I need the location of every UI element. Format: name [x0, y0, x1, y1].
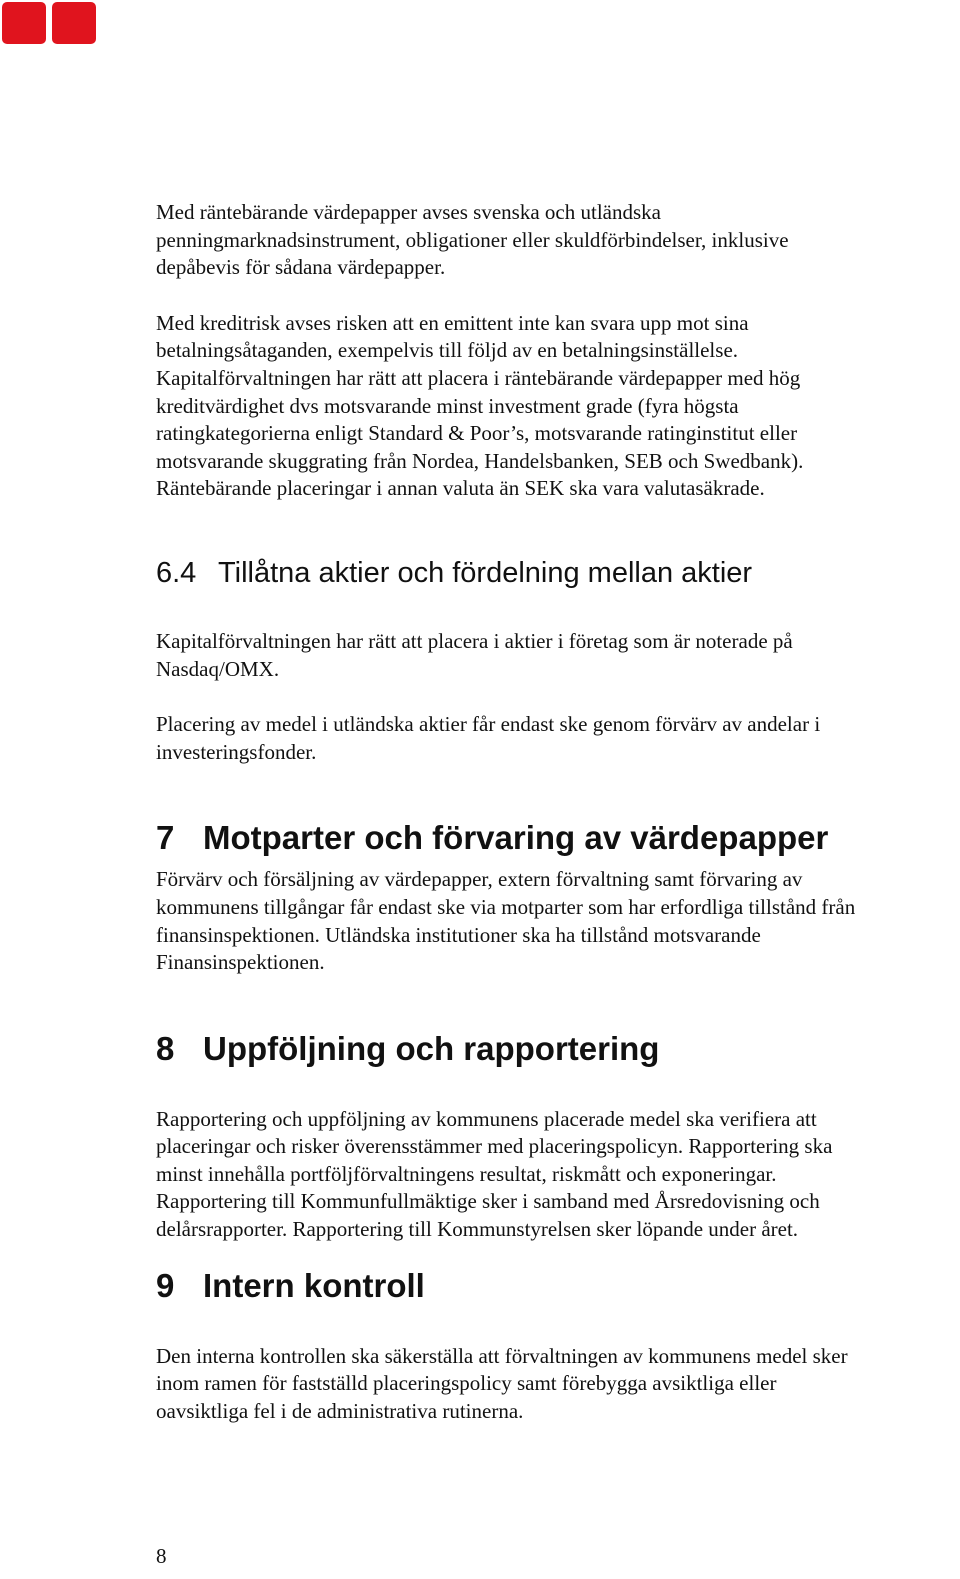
section-heading-7: [156, 819, 956, 857]
paragraph-permitted-shares: Kapitalförvaltningen har rätt att placera i aktier i företag som är noterade på Nasdaq/OMX.: [156, 628, 793, 681]
section-heading-9: [156, 1267, 956, 1305]
section-title: Intern kontroll: [203, 1266, 425, 1304]
logo: [2, 2, 96, 44]
section-number: 8: [156, 1029, 175, 1067]
document-body: [156, 199, 956, 1425]
paragraph-interest-securities: Med räntebärande värdepapper avses svenska och utländska penningmarknadsinstrument, obligationer eller skuldförbindelser, inklusive depåbevis för sådana värdepapper.: [156, 200, 789, 280]
section-heading-6-4: [156, 557, 956, 590]
section-title: Uppföljning och rapportering: [203, 1029, 660, 1067]
paragraph-foreign-shares: Placering av medel i utländska aktier får endast ske genom förvärv av andelar i investeringsfonder.: [156, 712, 821, 764]
paragraph-counterparties: Förvärv och försäljning av värdepapper, extern förvaltning samt förvaring av kommunens tillgångar får endast ske via motparter som har erfordliga tillstånd från finansinspektionen. Utländska institutioner ska ha tillstånd motsvarande Finansinspektionen.: [156, 867, 856, 975]
section-title: Tillåtna aktier och fördelning mellan aktier: [218, 556, 753, 589]
paragraph-reporting: Rapportering och uppföljning av kommunens placerade medel ska verifiera att placeringar och risker överensstämmer med placeringspolicyn. Rapportering ska minst innehålla portföljförvaltningens resultat, riskmått och exponeringar. Rapportering till Kommunfullmäktige sker i samband med Årsredovisning och delårsrapporter. Rapportering till Kommunstyrelsen sker löpande under året.: [156, 1106, 833, 1242]
logo-square-icon: [52, 2, 96, 44]
section-number: 6.4: [156, 556, 197, 589]
paragraph-internal-control: Den interna kontrollen ska säkerställa att förvaltningen av kommunens medel sker inom ramen för fastställd placeringspolicy samt förebygga avsiktliga eller oavsiktliga fel i de administrativa rutinerna.: [156, 1343, 848, 1423]
section-heading-8: [156, 1030, 956, 1068]
logo-square-icon: [2, 2, 46, 44]
section-number: 9: [156, 1266, 175, 1304]
section-number: 7: [156, 819, 175, 857]
page-number: 8: [156, 1544, 167, 1568]
paragraph-credit-risk: Med kreditrisk avses risken att en emittent inte kan svara upp mot sina betalningsåtaganden, exempelvis till följd av en betalningsinställelse. Kapitalförvaltningen har rätt att placera i räntebärande värdepapper med hög kreditvärdighet dvs motsvarande minst investment grade (fyra högsta ratingkategorierna enligt Standard & Poor’s, motsvarande ratinginstitut eller motsvarande skuggrating från Nordea, Handelsbanken, SEB och Swedbank). Räntebärande placeringar i annan valuta än SEK ska vara valutasäkrade.: [156, 310, 804, 501]
section-title: Motparter och förvaring av värdepapper: [203, 819, 829, 857]
